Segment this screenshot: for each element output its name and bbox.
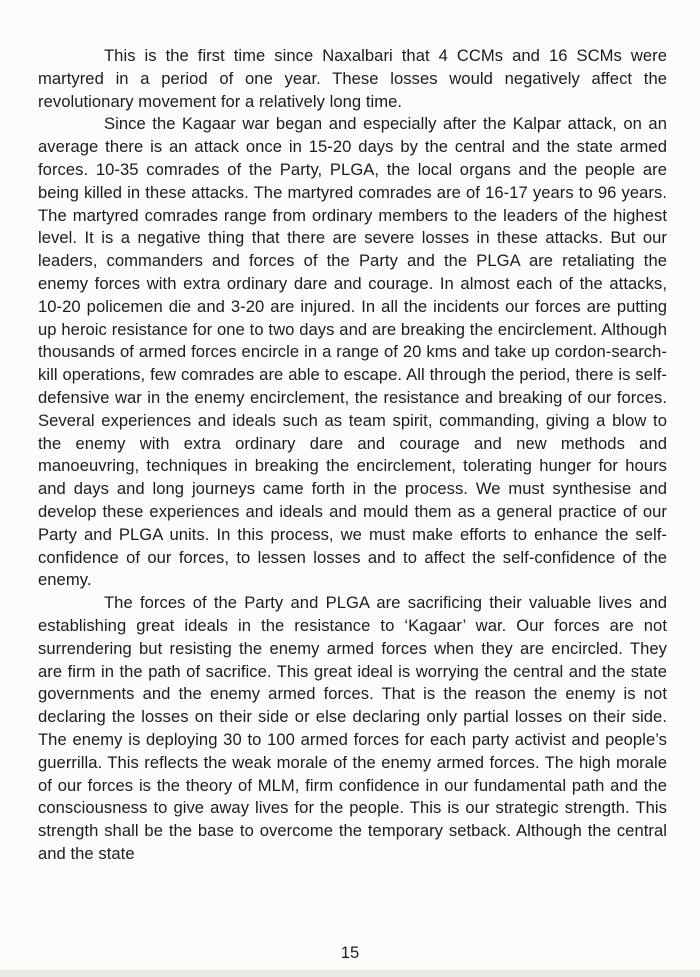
paragraph-kagaar-attacks: Since the Kagaar war began and especially after the Kalpar attack, on an average there is an attack once in 15-20 days by the central and the state armed forces. 10-35 comrades of the Party, PLGA, the local organs and the people are being killed in these attacks. The martyred comrades are of 16-17 years to 96 years. The martyred comrades range from ordinary members to the leaders of the highest level. It is a negative thing that there are severe losses in these attacks. But our leaders, commanders and forces of the Party and the PLGA are retaliating the enemy forces with extra ordinary dare and courage. In almost each of the attacks, 10-20 policemen die and 3-20 are injured. In all the incidents our forces are putting up heroic resistance for one to two days and are breaking the encirclement. Although thousands of armed forces encircle in a range of 20 kms and take up cordon-search-kill operations, few comrades are able to escape. All through the period, there is self-defensive war in the enemy encirclement, the resistance and breaking of our forces. Several experiences and ideals such as team spirit, commanding, giving a blow to the enemy with extra ordinary dare and courage and new methods and manoeuvring, techniques in breaking the encirclement, tolerating hunger for hours and days and long journeys came forth in the process. We must synthesise and develop these experiences and ideals and mould them as a general practice of our Party and PLGA units. In this process, we must make efforts to enhance the self-confidence of our forces, to lessen losses and to affect the self-confidence of the enemy. bbox=[38, 114, 667, 590]
paragraph-martyred-ccms: This is the first time since Naxalbari that 4 CCMs and 16 SCMs were martyred in a period of one year. These losses would negatively affect the revolutionary movement for a relatively long time. bbox=[38, 46, 667, 111]
paragraph-plga-sacrifice: The forces of the Party and PLGA are sacrificing their valuable lives and establishing great ideals in the resistance to ‘Kagaar’ war. Our forces are not surrendering but resisting the enemy armed forces when they are encircled. They are firm in the path of sacrifice. This great ideal is worrying the central and the state governments and the enemy armed forces. That is the reason the enemy is not declaring the losses on their side or else declaring only partial losses on their side. The enemy is deploying 30 to 100 armed forces for each party activist and people’s guerrilla. This reflects the weak morale of the enemy armed forces. The high morale of our forces is the theory of MLM, firm confidence in our fundamental path and the consciousness to give away lives for the people. This is our strategic strength. This strength shall be the base to overcome the temporary setback. Although the central and the state bbox=[38, 593, 667, 863]
page-number: 15 bbox=[340, 943, 360, 962]
page-bottom-edge bbox=[0, 970, 700, 977]
body-text bbox=[38, 45, 667, 866]
